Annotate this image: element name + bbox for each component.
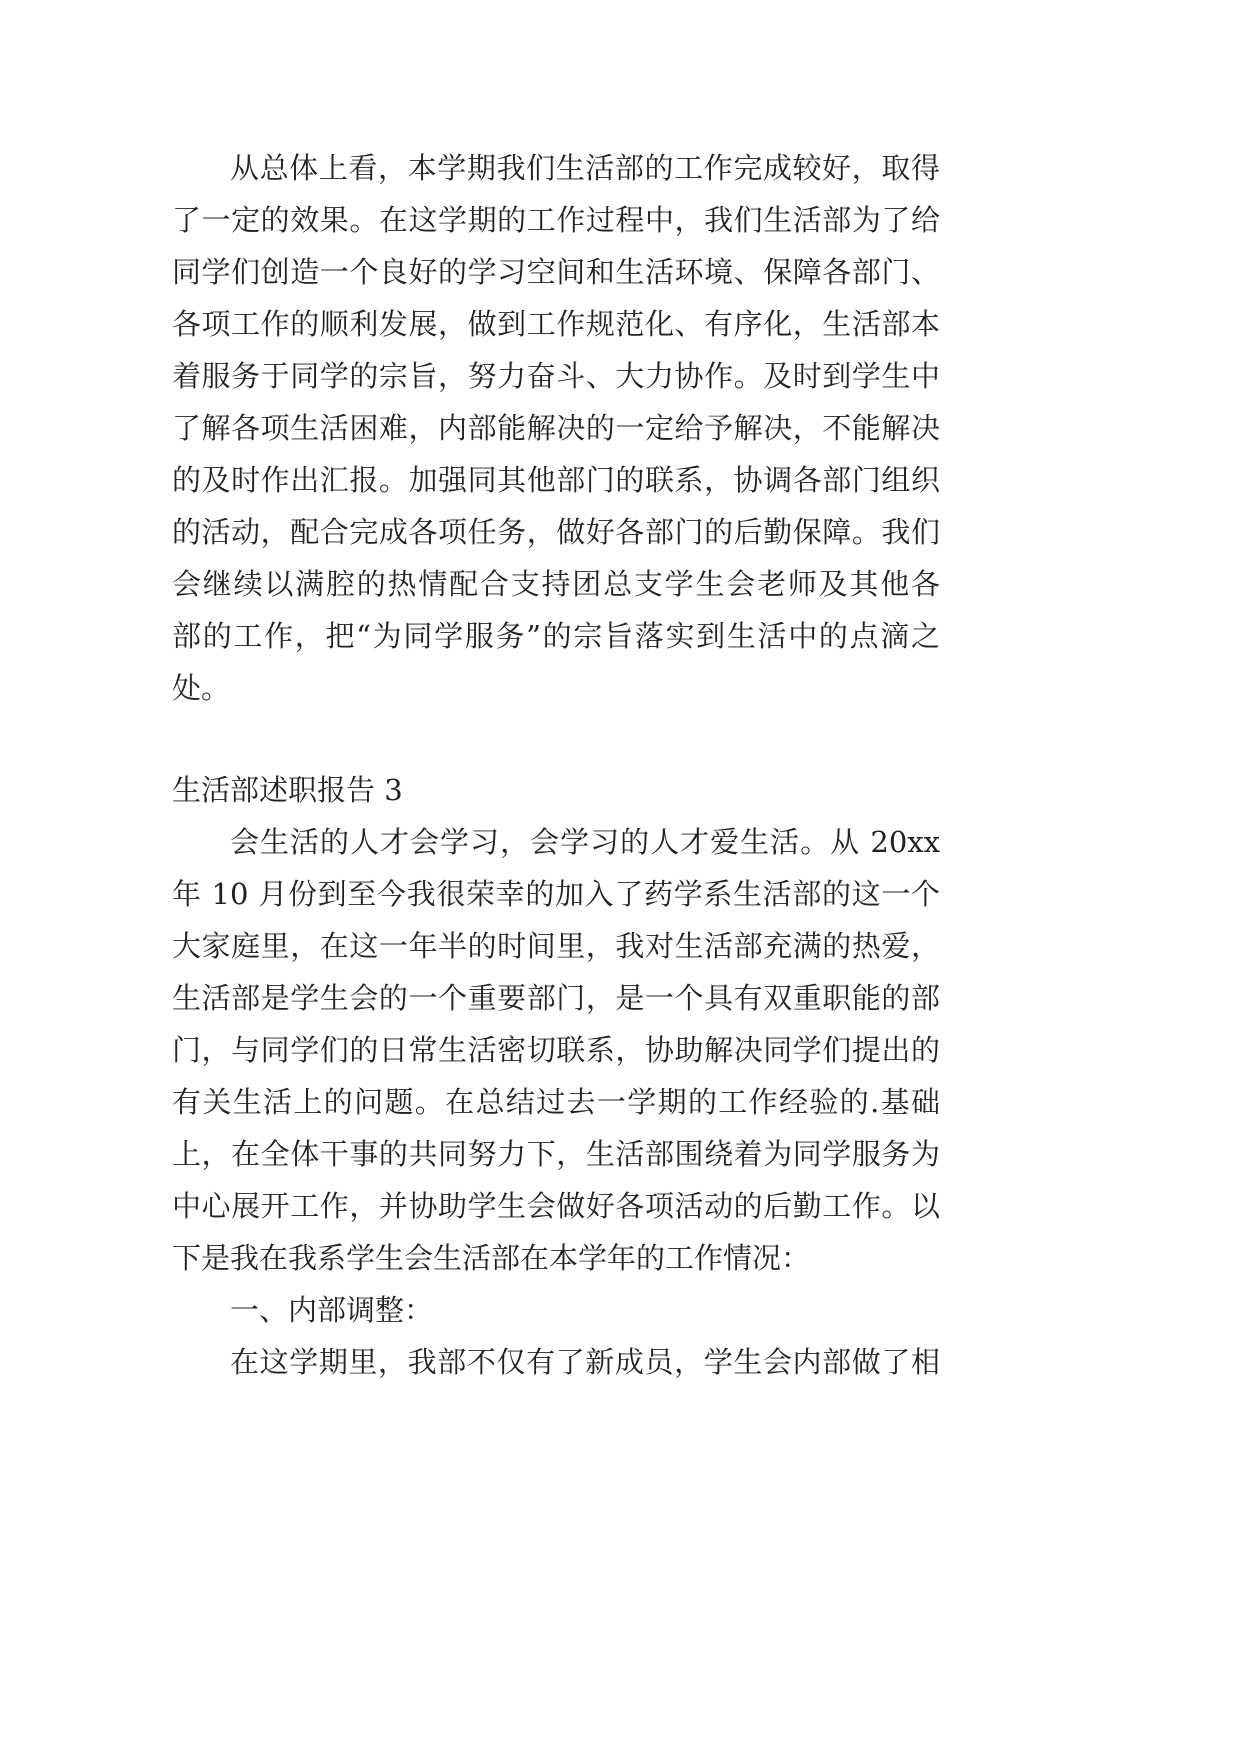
paragraph-line: 各项工作的顺利发展，做到工作规范化、有序化，生活部本 [172, 307, 940, 341]
section-heading: 一、内部调整： [230, 1293, 434, 1327]
paragraph-line: 处。 [172, 671, 231, 705]
paragraph-line: 门，与同学们的日常生活密切联系，协助解决同学们提出的 [172, 1033, 940, 1067]
paragraph-line: 会生活的人才会学习，会学习的人才爱生活。从 20xx [230, 825, 940, 859]
paragraph-internal-adjustment [172, 1336, 940, 1388]
paragraph-line: 从总体上看，本学期我们生活部的工作完成较好，取得 [230, 151, 940, 185]
paragraph-line: 生活部是学生会的一个重要部门，是一个具有双重职能的部 [172, 981, 940, 1015]
paragraph-line: 年 10 月份到至今我很荣幸的加入了药学系生活部的这一个 [172, 877, 940, 911]
paragraph-line: 有关生活上的问题。在总结过去一学期的工作经验的.基础 [172, 1085, 940, 1119]
paragraph-introduction [172, 816, 940, 1284]
paragraph-line: 在这学期里，我部不仅有了新成员，学生会内部做了相 [230, 1345, 940, 1379]
paragraph-line: 会继续以满腔的热情配合支持团总支学生会老师及其他各 [172, 567, 940, 601]
report-heading-block [172, 764, 940, 816]
paragraph-line: 同学们创造一个良好的学习空间和生活环境、保障各部门、 [172, 255, 940, 289]
paragraph-line: 的活动，配合完成各项任务，做好各部门的后勤保障。我们 [172, 515, 940, 549]
paragraph-line: 着服务于同学的宗旨，努力奋斗、大力协作。及时到学生中 [172, 359, 940, 393]
report-heading: 生活部述职报告 3 [172, 773, 403, 807]
paragraph-line: 了一定的效果。在这学期的工作过程中，我们生活部为了给 [172, 203, 940, 237]
paragraph-line: 下是我在我系学生会生活部在本学年的工作情况： [172, 1241, 811, 1275]
paragraph-line: 上，在全体干事的共同努力下，生活部围绕着为同学服务为 [172, 1137, 940, 1171]
paragraph-summary [172, 142, 940, 714]
paragraph-line: 中心展开工作，并协助学生会做好各项活动的后勤工作。以 [172, 1189, 940, 1223]
paragraph-line: 的及时作出汇报。加强同其他部门的联系，协调各部门组织 [172, 463, 940, 497]
paragraph-line: 了解各项生活困难，内部能解决的一定给予解决，不能解决 [172, 411, 940, 445]
paragraph-line: 部的工作，把“为同学服务”的宗旨落实到生活中的点滴之 [172, 619, 940, 653]
paragraph-line: 大家庭里，在这一年半的时间里，我对生活部充满的热爱， [172, 929, 940, 963]
text-column [172, 142, 940, 1388]
